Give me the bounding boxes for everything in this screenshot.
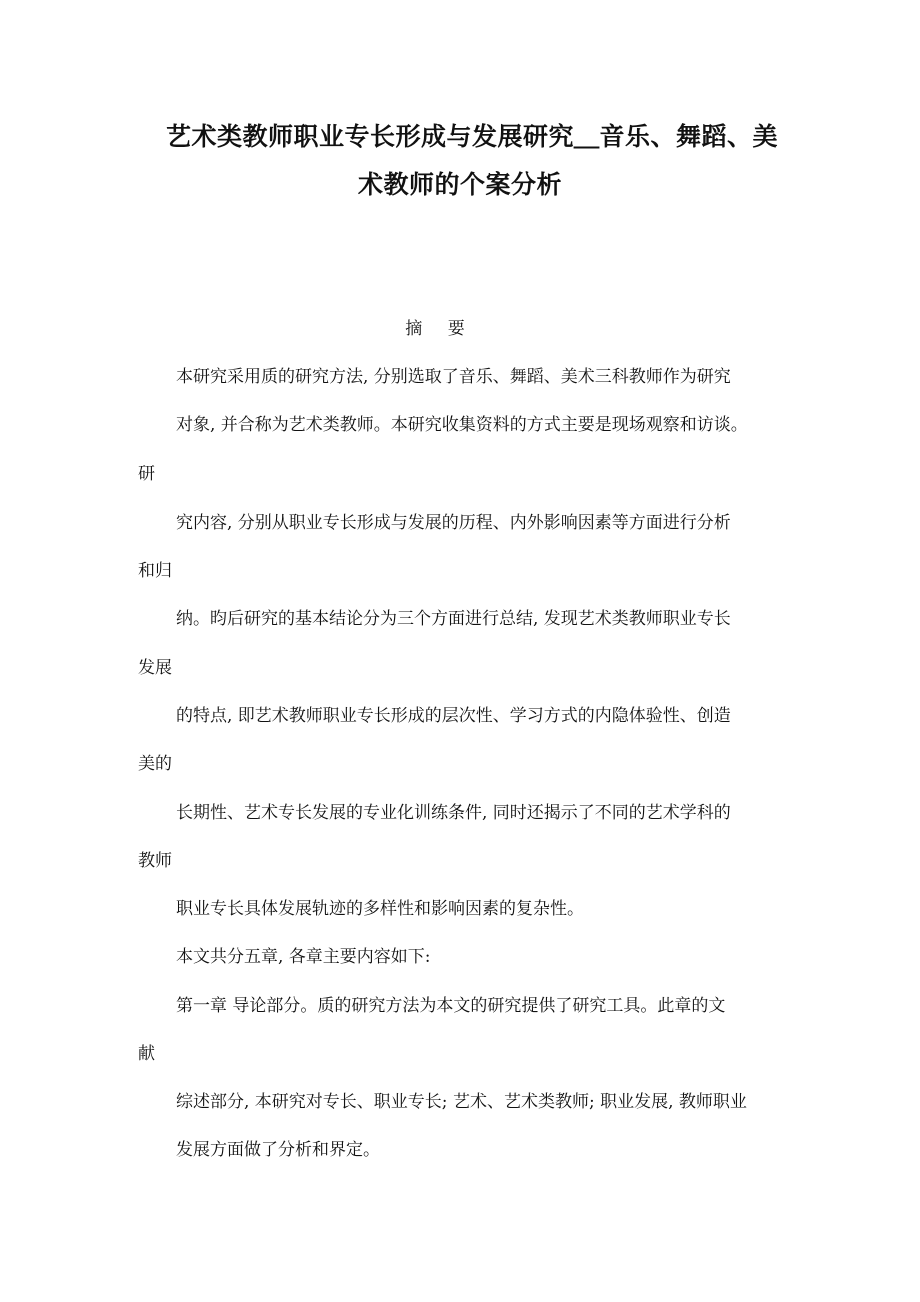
abstract-line: 究内容, 分别从职业专长形成与发展的历程、内外影响因素等方面进行分析 — [176, 513, 731, 533]
abstract-line: 对象, 并合称为艺术类教师。本研究收集资料的方式主要是现场观察和访谈。 — [176, 415, 748, 435]
abstract-line: 献 — [138, 1044, 155, 1064]
abstract-line: 研 — [138, 464, 155, 484]
abstract-line: 综述部分, 本研究对专长、职业专长; 艺术、艺术类教师; 职业发展, 教师职业 — [176, 1092, 747, 1112]
abstract-line: 纳。昀后研究的基本结论分为三个方面进行总结, 发现艺术类教师职业专长 — [176, 609, 731, 629]
abstract-line: 长期性、艺术专长发展的专业化训练条件, 同时还揭示了不同的艺术学科的 — [176, 803, 731, 823]
abstract-line: 教师 — [138, 851, 172, 871]
abstract-line: 美的 — [138, 754, 172, 774]
abstract-line: 发展方面做了分析和界定。 — [176, 1140, 380, 1160]
abstract-line: 职业专长具体发展轨迹的多样性和影响因素的复杂性。 — [176, 899, 584, 919]
abstract-line: 本研究采用质的研究方法, 分别选取了音乐、舞蹈、美术三科教师作为研究 — [176, 367, 731, 387]
abstract-line: 的特点, 即艺术教师职业专长形成的层次性、学习方式的内隐体验性、创造 — [176, 706, 731, 726]
document-title-line-1: 艺术类教师职业专长形成与发展研究＿音乐、舞蹈、美 — [165, 122, 778, 151]
document-title-line-2: 术教师的个案分析 — [357, 170, 562, 199]
abstract-line: 本文共分五章, 各章主要内容如下: — [176, 947, 431, 967]
abstract-line: 和归 — [138, 561, 172, 581]
abstract-line: 第一章 导论部分。质的研究方法为本文的研究提供了研究工具。此章的文 — [176, 996, 726, 1016]
abstract-heading: 摘 要 — [405, 319, 475, 339]
abstract-line: 发展 — [138, 658, 172, 678]
